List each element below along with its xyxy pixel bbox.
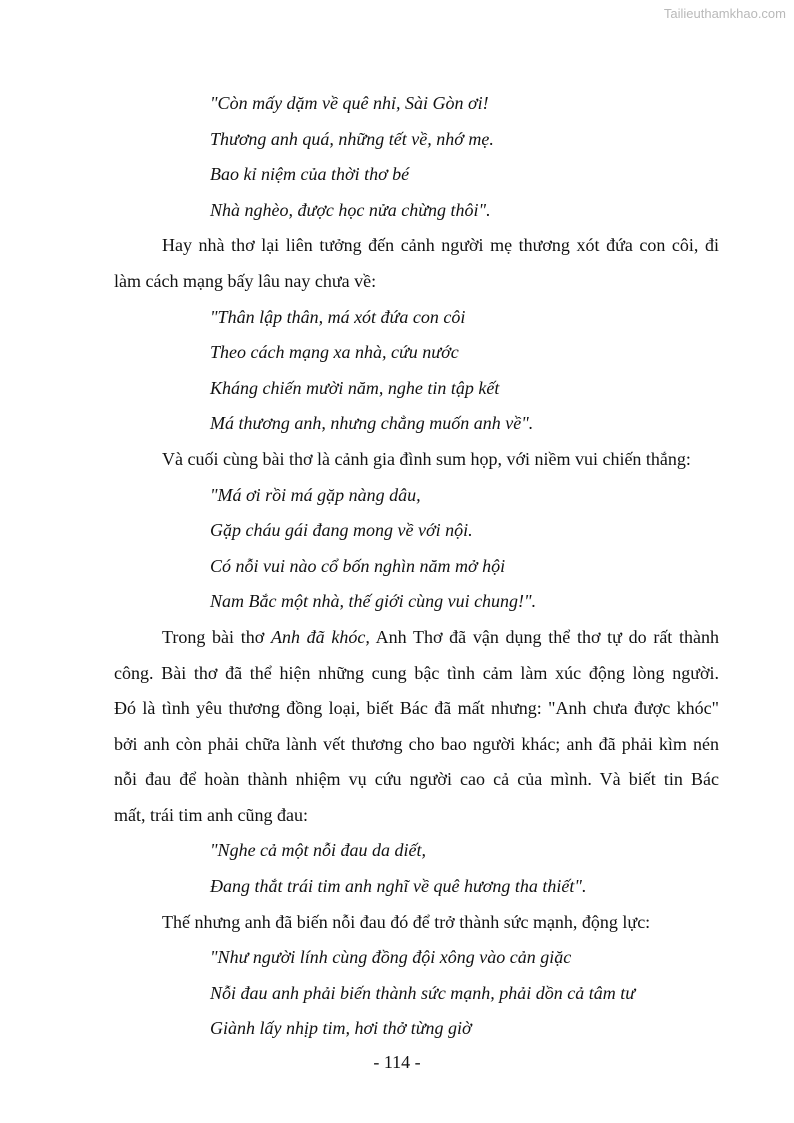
paragraph-line: Hay nhà thơ lại liên tưởng đến cảnh người mẹ thương xót đứa con côi, đi xyxy=(162,235,719,256)
verse-line: "Nghe cả một nỗi đau da diết, xyxy=(210,840,427,861)
paragraph-2 xyxy=(114,442,719,478)
verse-line: Gặp cháu gái đang mong về với nội. xyxy=(210,520,473,541)
verse-block-2 xyxy=(114,300,719,442)
verse-line: Kháng chiến mười năm, nghe tin tập kết xyxy=(210,377,500,398)
paragraph-4 xyxy=(114,905,719,941)
poem-title: Anh đã khóc, xyxy=(270,626,370,647)
verse-line: Thương anh quá, những tết về, nhớ mẹ. xyxy=(210,128,494,149)
verse-line: "Thân lập thân, má xót đứa con côi xyxy=(210,306,466,327)
verse-line: Bao kỉ niệm của thời thơ bé xyxy=(210,164,410,185)
verse-line: "Má ơi rồi má gặp nàng dâu, xyxy=(210,484,421,505)
verse-line: "Như người lính cùng đồng đội xông vào cản giặc xyxy=(210,947,572,968)
paragraph-3 xyxy=(114,620,719,834)
page-body xyxy=(114,86,719,1047)
verse-line: Theo cách mạng xa nhà, cứu nước xyxy=(210,342,459,363)
paragraph-line: Đó là tình yêu thương đồng loại, biết Bác đã mất nhưng: "Anh chưa được khóc" xyxy=(114,698,719,719)
verse-line: Nam Bắc một nhà, thế giới cùng vui chung!". xyxy=(210,591,537,612)
watermark: Tailieuthamkhao.com xyxy=(663,6,786,21)
paragraph-1 xyxy=(114,228,719,299)
verse-line: "Còn mấy dặm về quê nhỉ, Sài Gòn ơi! xyxy=(210,93,489,113)
paragraph-line: nỗi đau để hoàn thành nhiệm vụ cứu người cao cả của mình. Và biết tin Bác xyxy=(114,769,719,790)
paragraph-line: Và cuối cùng bài thơ là cảnh gia đình sum họp, với niềm vui chiến thắng: xyxy=(162,448,691,469)
verse-block-1 xyxy=(114,86,719,228)
verse-line: Nhà nghèo, được học nửa chừng thôi". xyxy=(210,199,491,220)
verse-line: Má thương anh, nhưng chẳng muốn anh về". xyxy=(210,413,534,434)
verse-block-4 xyxy=(114,833,719,904)
page-number: - 114 - xyxy=(373,1052,421,1072)
verse-line: Giành lấy nhịp tim, hơi thở từng giờ xyxy=(210,1018,472,1039)
paragraph-line: bởi anh còn phải chữa lành vết thương cho bao người khác; anh đã phải kìm nén xyxy=(114,733,719,754)
paragraph-line: công. Bài thơ đã thể hiện những cung bậc tình cảm làm xúc động lòng người. xyxy=(114,662,719,683)
paragraph-line: mất, trái tim anh cũng đau: xyxy=(114,804,308,825)
paragraph-text: Trong bài thơ xyxy=(162,626,271,647)
paragraph-text: Anh Thơ đã vận dụng thể thơ tự do rất thành xyxy=(369,626,720,647)
verse-line: Nỗi đau anh phải biến thành sức mạnh, phải dồn cả tâm tư xyxy=(210,982,636,1003)
verse-block-5 xyxy=(114,940,719,1047)
paragraph-line: Thế nhưng anh đã biến nỗi đau đó để trở thành sức mạnh, động lực: xyxy=(162,911,651,932)
verse-line: Đang thắt trái tim anh nghĩ về quê hương tha thiết". xyxy=(210,876,587,897)
paragraph-line: làm cách mạng bấy lâu nay chưa về: xyxy=(114,270,377,291)
verse-line: Có nỗi vui nào cổ bốn nghìn năm mở hội xyxy=(210,555,506,576)
paragraph-line xyxy=(114,620,719,656)
verse-block-3 xyxy=(114,478,719,620)
